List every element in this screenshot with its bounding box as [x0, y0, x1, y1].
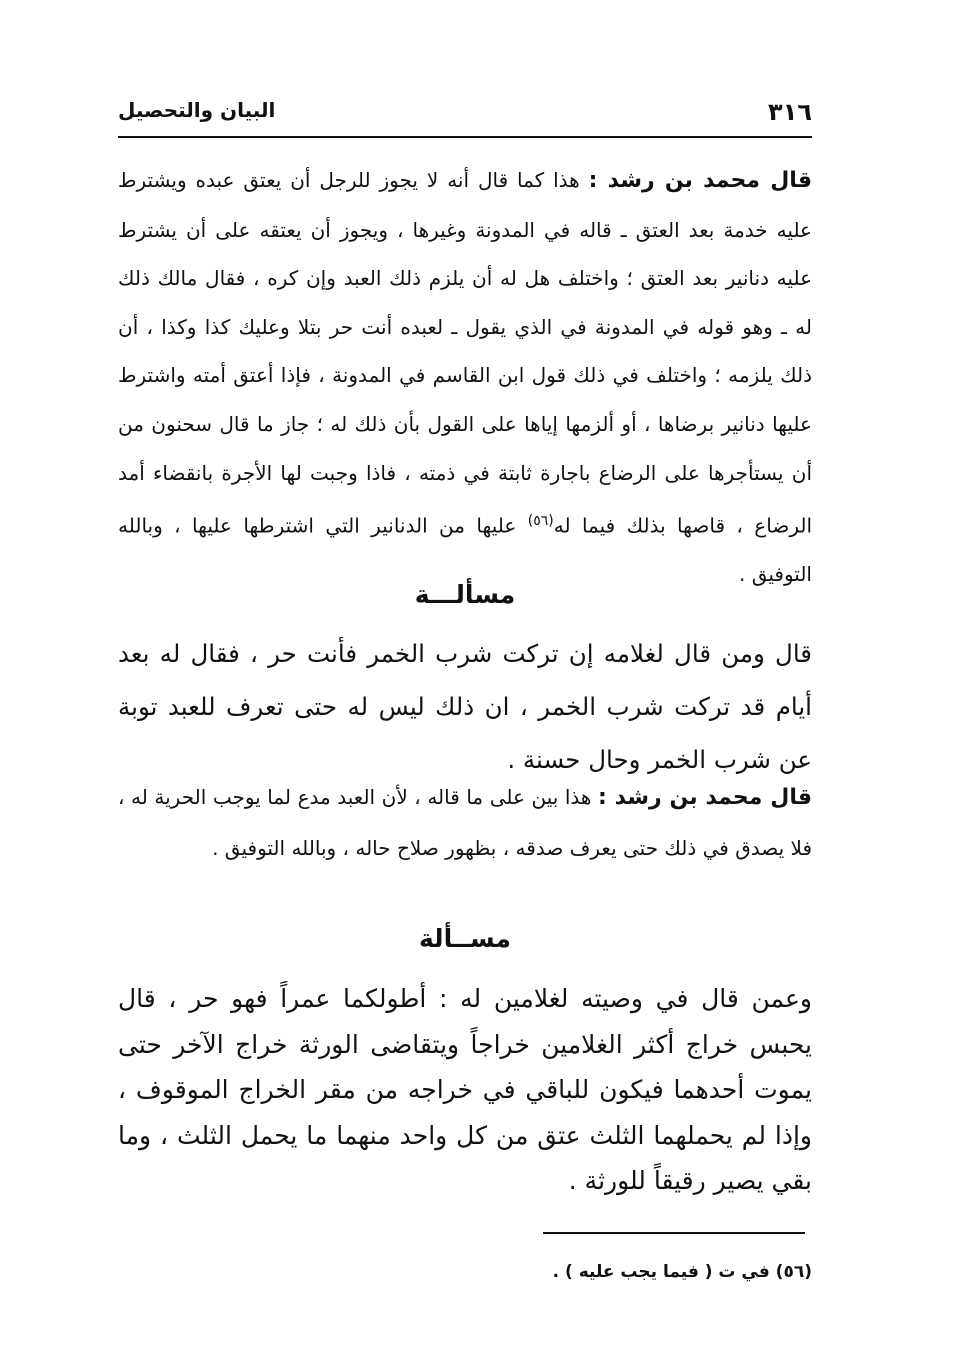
section-heading: مســألة [419, 924, 511, 953]
header-rule [118, 136, 812, 138]
running-title: البيان والتحصيل [118, 98, 276, 122]
commentary-paragraph-2 [118, 772, 812, 874]
speaker-label: قال محمد بن رشد : [588, 168, 812, 193]
paragraph-text-end: عليها من الدنانير التي اشترطها عليها ، وبالله التوفيق . [118, 513, 812, 587]
commentary-paragraph-1 [118, 156, 812, 599]
footnote-reference: (٥٦) [527, 513, 554, 530]
question-paragraph-2: وعمن قال في وصيته لغلامين له : أطولكما عمراً فهو حر ، قال يحبس خراج أكثر الغلامين خراجاً ويتقاضى الورثة خراج الآخر حتى يموت أحدهما فيكون للباقي في خراجه من مقر الخراج الموقوف ، وإذا لم يحملهما الثلث عتق من كل واحد منهما ما يحمل الثلث ، وما بقي يصير رقيقاً للورثة . [118, 984, 812, 1195]
speaker-label: قال محمد بن رشد : [598, 785, 812, 810]
footnote-rule [543, 1232, 805, 1234]
page-header [118, 96, 812, 136]
paragraph-text: هذا كما قال أنه لا يجوز للرجل أن يعتق عبده ويشترط عليه خدمة بعد العتق ـ قاله في المدونة وغيرها ، ويجوز أن يعتقه على أن يشترط عليه دنانير بعد العتق ؛ واختلف هل له أن يلزم ذلك العبد وإن كره ، فقال مالك ذلك له ـ وهو قوله في المدونة في الذي يقول ـ لعبده أنت حر بتلا وعليك كذا وكذا ، أن ذلك يلزمه ؛ واختلف في ذلك قول ابن القاسم في المدونة ، فإذا أعتق أمته واشترط عليها دنانير برضاها ، أو ألزمها إياها على القول بأن ذلك له ؛ جاز ما قال سحنون من أن يستأجرها على الرضاع باجارة ثابتة في ذمته ، فاذا وجبت لها الأجرة بانقضاء أمد الرضاع ، قاصها بذلك فيما له [118, 168, 812, 538]
question-paragraph-1: قال ومن قال لغلامه إن تركت شرب الخمر فأنت حر ، فقال له بعد أيام قد تركت شرب الخمر ، ان ذلك ليس له حتى تعرف للعبد توبة عن شرب الخمر وحال حسنة . [118, 639, 812, 774]
section-heading: مسألـــة [414, 580, 516, 609]
paragraph-text: هذا بين على ما قاله ، لأن العبد مدع لما يوجب الحرية له ، فلا يصدق في ذلك حتى يعرف صدقه ، بظهور صلاح حاله ، وبالله التوفيق . [118, 785, 812, 860]
page-number: ٣١٦ [768, 98, 812, 126]
footnote: (٥٦) في ت ( فيما يجب عليه ) . [552, 1262, 812, 1282]
